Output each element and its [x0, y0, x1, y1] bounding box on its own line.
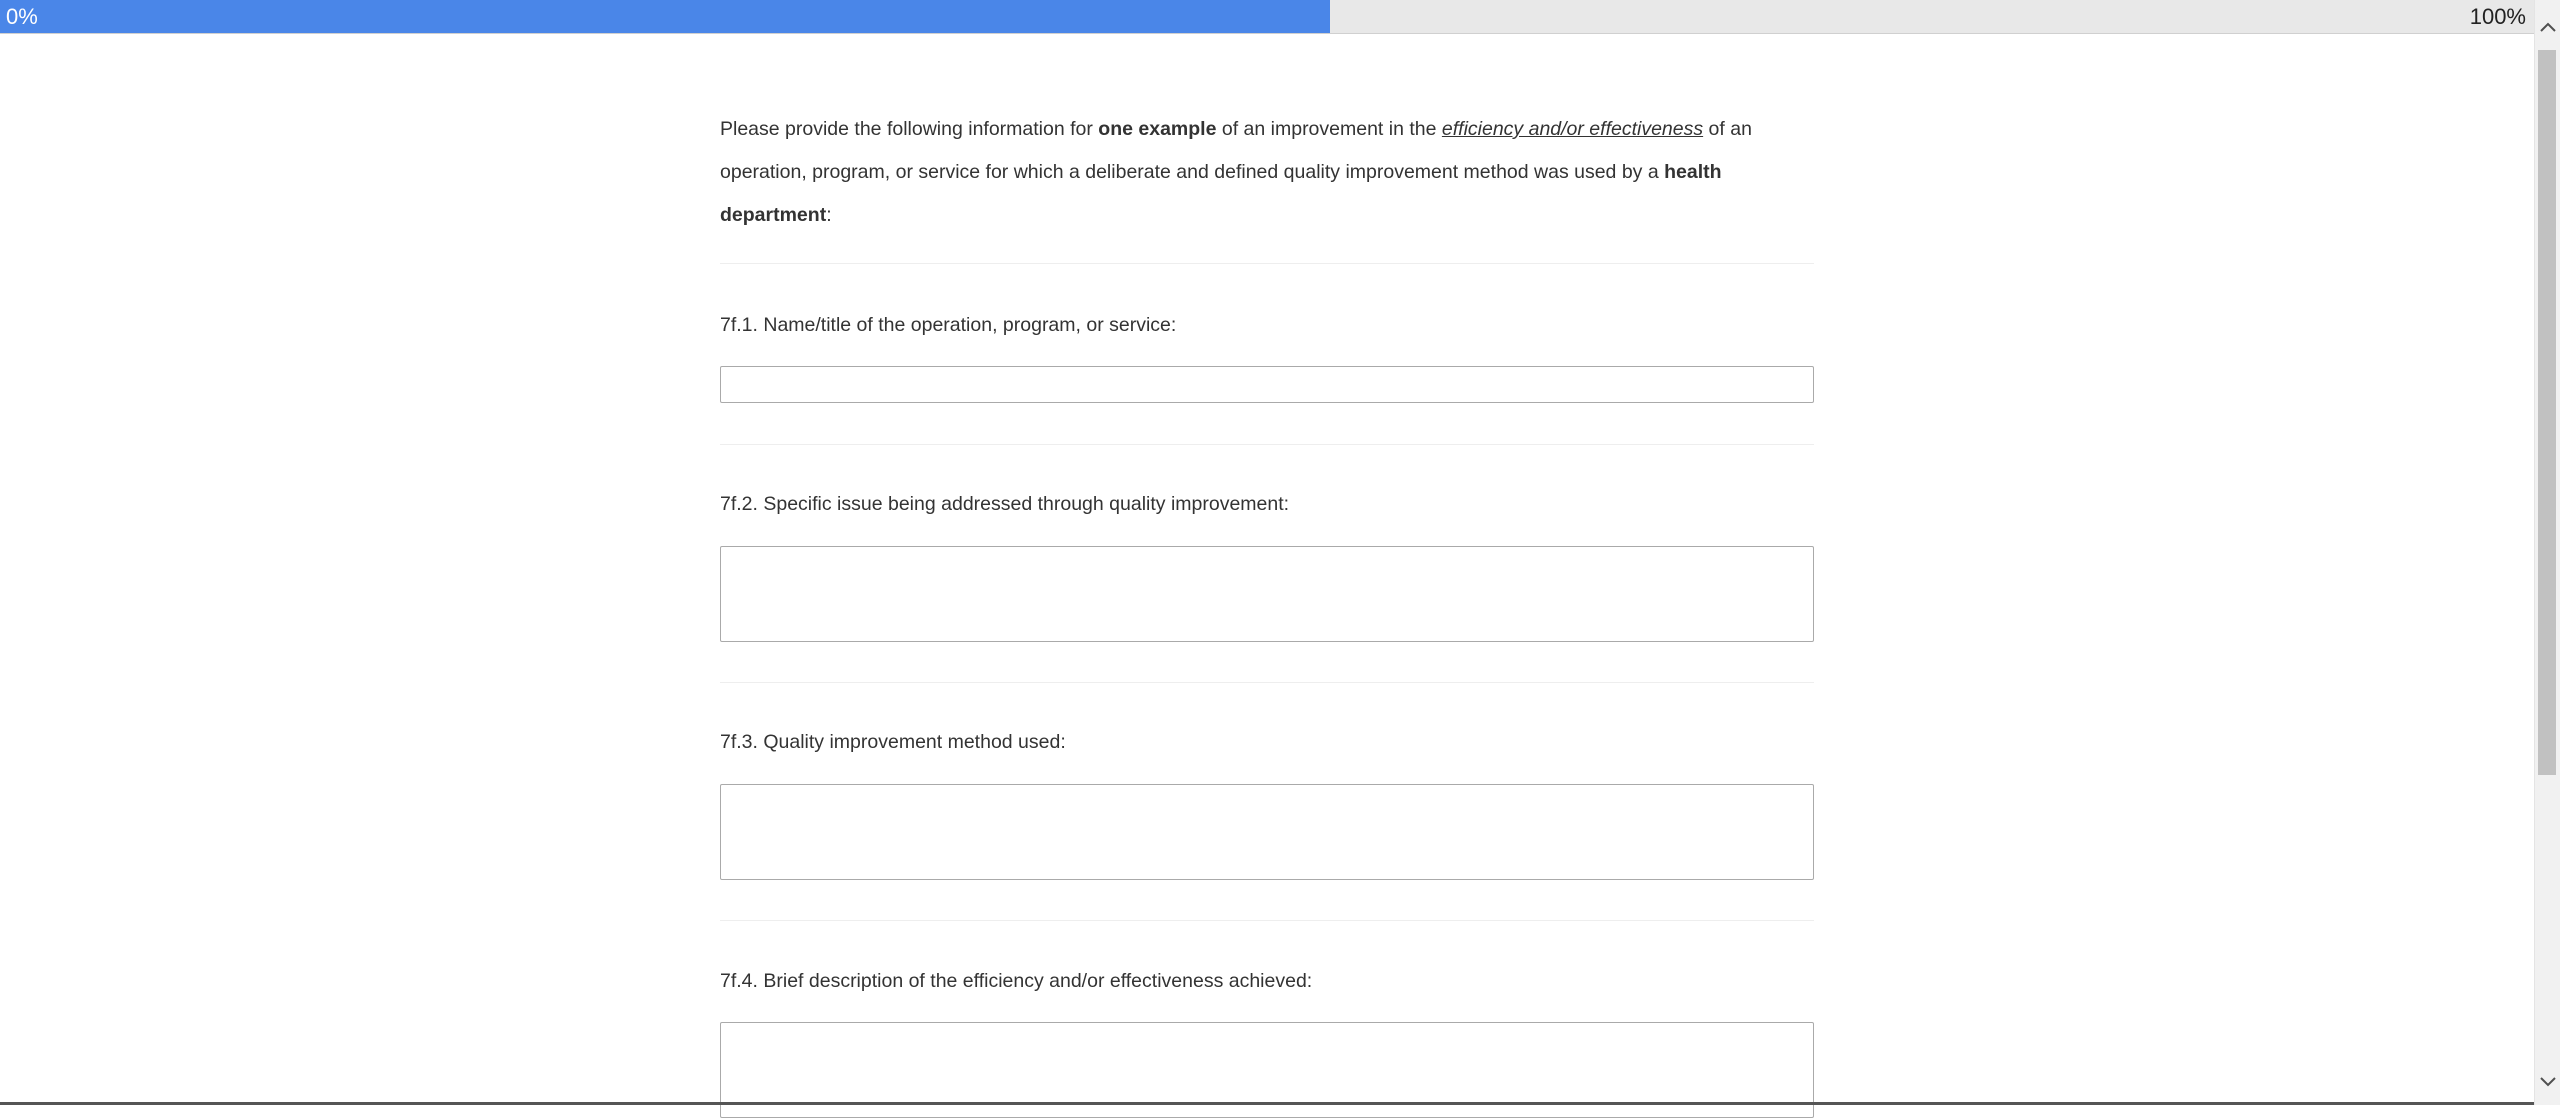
progress-bar [0, 0, 2534, 34]
question-label: 7f.3. Quality improvement method used: [720, 731, 1066, 753]
question-label: 7f.1. Name/title of the operation, program, or service: [720, 314, 1177, 336]
intro-text [720, 108, 1814, 264]
name-title-input[interactable] [720, 366, 1814, 403]
intro-text-part: of an operation, program, or service for which a deliberate and defined quality improvement method was used by a [720, 118, 1752, 183]
question-7f1 [720, 264, 1814, 445]
survey-content [720, 108, 1814, 1118]
progress-end-label: 100% [2469, 4, 2526, 29]
chevron-down-icon[interactable] [2535, 1071, 2560, 1093]
chevron-up-icon[interactable] [2535, 16, 2560, 38]
intro-emphasis: efficiency and/or effectiveness [1441, 118, 1704, 140]
intro-text-part: : [826, 204, 832, 226]
specific-issue-textarea[interactable] [720, 546, 1814, 642]
question-7f2 [720, 445, 1814, 683]
question-label: 7f.2. Specific issue being addressed through quality improvement: [720, 493, 1290, 515]
scrollbar-thumb[interactable] [2538, 50, 2556, 775]
vertical-scrollbar[interactable] [2534, 0, 2560, 1105]
question-7f4 [720, 921, 1814, 1118]
intro-bold-health-department: health department [720, 161, 1722, 226]
intro-text-part: Please provide the following information for [720, 118, 1099, 140]
question-label: 7f.4. Brief description of the efficiency and/or effectiveness achieved: [720, 970, 1313, 992]
qi-method-textarea[interactable] [720, 784, 1814, 880]
progress-fill [0, 0, 1330, 33]
intro-text-part: of an improvement in the [1216, 118, 1442, 140]
question-7f3 [720, 683, 1814, 921]
intro-bold-one-example: one example [1098, 118, 1217, 140]
progress-start-label: 0% [6, 4, 38, 29]
